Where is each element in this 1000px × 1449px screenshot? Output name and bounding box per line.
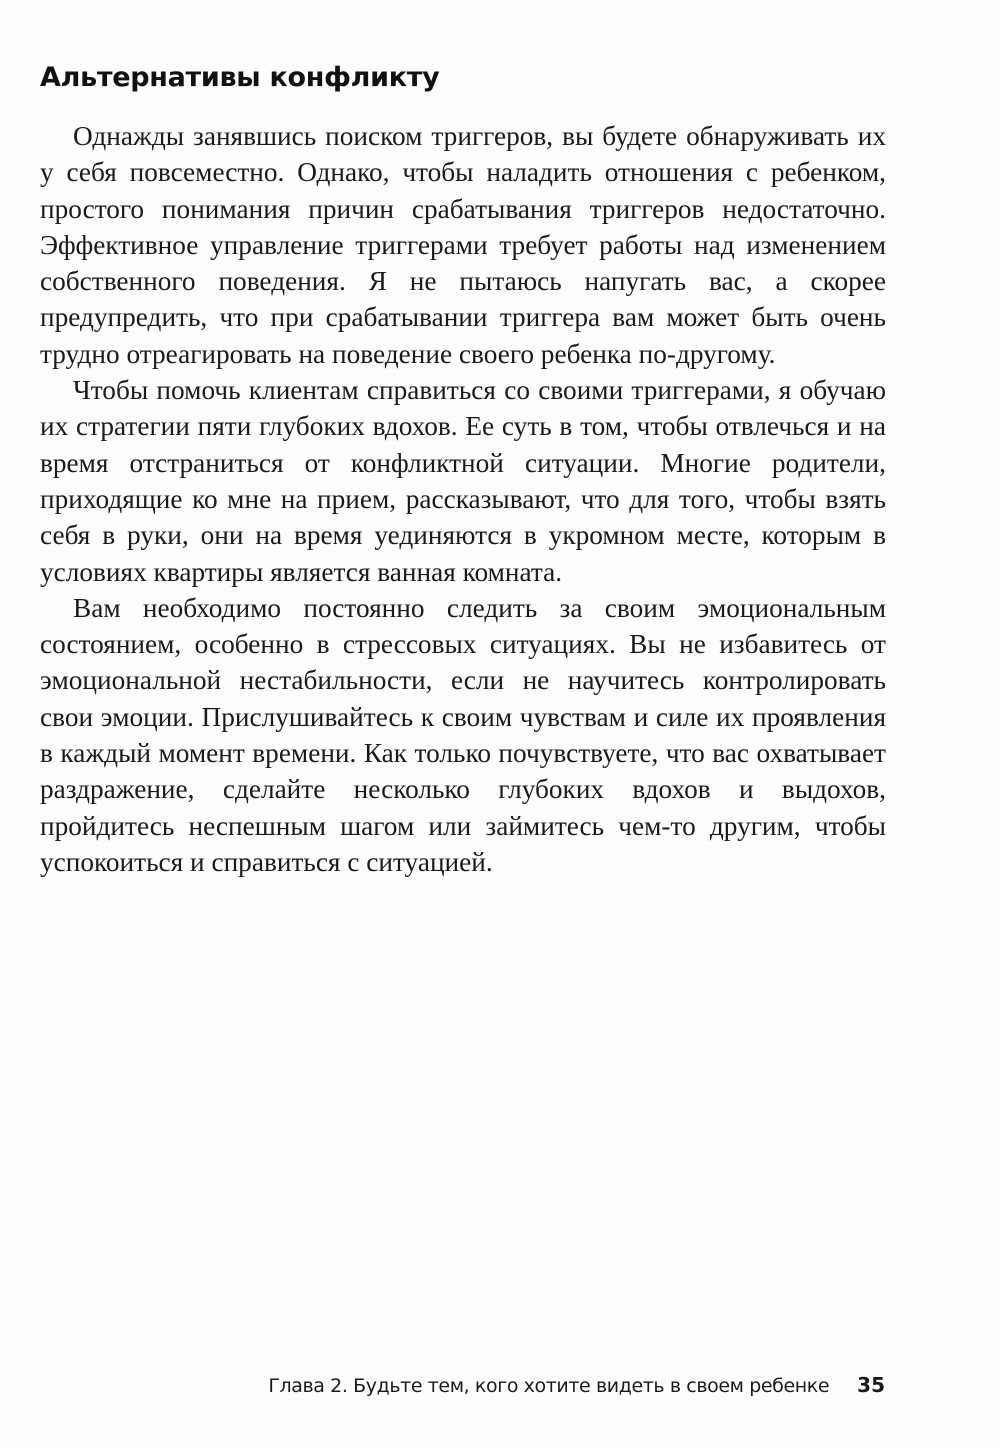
body-text: [40, 118, 886, 880]
paragraph: Вам необходимо постоянно следить за своим эмоциональным состоянием, особенно в стрессовых ситуациях. Вы не избавитесь от эмоциональной нестабильности, если не научитесь контролировать свои эмоции. Прислушивайтесь к своим чувствам и силе их проявления в каждый момент времени. Как только почувствуете, что вас охватывает раздражение, сделайте несколько глубоких вдохов и выдохов, пройдитесь неспешным шагом или займитесь чем-то другим, чтобы успокоиться и справиться с ситуацией.: [40, 592, 886, 877]
page-footer: [240, 1373, 885, 1397]
running-title: Глава 2. Будьте тем, кого хотите видеть в своем ребенке: [268, 1375, 830, 1397]
section-heading: Альтернативы конфликту: [40, 62, 440, 93]
paragraph: Чтобы помочь клиентам справиться со своими триггерами, я обучаю их стратегии пяти глубоких вдохов. Ее суть в том, чтобы отвлечься и на время отстраниться от конфликтной ситуации. Многие родители, приходящие ко мне на прием, рассказывают, что для того, чтобы взять себя в руки, они на время уединяются в укромном месте, которым в условиях квартиры является ванная комната.: [40, 375, 886, 587]
paragraph: Однажды занявшись поиском триггеров, вы будете обнаруживать их у себя повсеместно. Однако, чтобы наладить отношения с ребенком, простого понимания причин срабатывания триггеров недостаточно. Эффективное управление триггерами требует работы над изменением собственного поведения. Я не пытаюсь напугать вас, а скорее предупредить, что при срабатывании триггера вам может быть очень трудно отреагировать на поведение своего ребенка по-другому.: [40, 121, 886, 369]
page-number: 35: [857, 1373, 885, 1397]
